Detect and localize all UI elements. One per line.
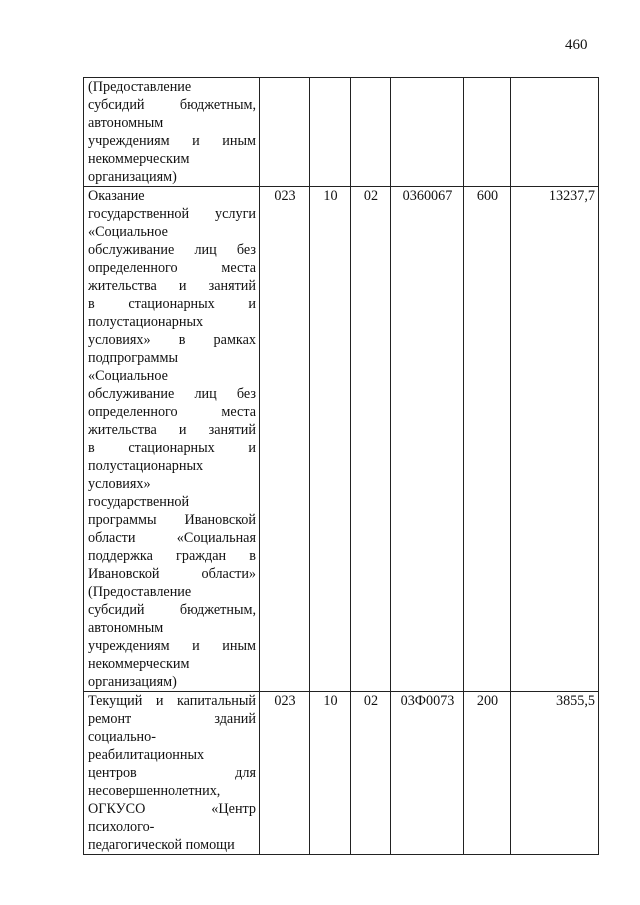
section-code-cell	[310, 78, 351, 187]
section-code-cell: 10	[310, 187, 351, 692]
expense-name-cell	[84, 692, 260, 855]
expense-name-line: в стационарных и	[88, 296, 256, 312]
expense-type-cell: 200	[464, 692, 511, 855]
subsection-code-cell: 02	[351, 187, 391, 692]
expense-name-line: условиях» в рамках	[88, 332, 256, 348]
expense-name-line: учреждениям и иным	[88, 638, 256, 654]
expense-name-line: поддержка граждан в	[88, 548, 256, 564]
expense-name-line: условиях»	[88, 476, 151, 492]
expense-name-line: субсидий бюджетным,	[88, 97, 256, 113]
expense-name-line: автономным	[88, 620, 164, 636]
expense-name-line: государственной услуги	[88, 206, 256, 222]
ministry-code-cell: 023	[260, 692, 310, 855]
ministry-code-cell	[260, 78, 310, 187]
expense-name-line: определенного места	[88, 404, 256, 420]
expense-name-line: государственной	[88, 494, 190, 510]
expense-type-cell: 600	[464, 187, 511, 692]
amount-cell	[511, 78, 599, 187]
subsection-code-cell: 02	[351, 692, 391, 855]
page-number: 460	[565, 37, 588, 53]
expense-name-line: реабилитационных	[88, 747, 205, 763]
expense-name-line: (Предоставление	[88, 79, 192, 95]
expense-name-line: ОГКУСО «Центр	[88, 801, 256, 817]
expense-name-line: «Социальное	[88, 368, 168, 384]
expense-name-cell	[84, 187, 260, 692]
expense-name-line: жительства и занятий	[88, 422, 256, 438]
expense-name-line: организациям)	[88, 169, 177, 185]
expense-name-line: полустационарных	[88, 314, 204, 330]
table-row	[84, 78, 599, 187]
expense-name-line: Текущий и капитальный	[88, 693, 256, 709]
expense-name-line: определенного места	[88, 260, 256, 276]
expense-name-line: области «Социальная	[88, 530, 256, 546]
expense-name-line: некоммерческим	[88, 151, 190, 167]
expense-name-line: психолого-	[88, 819, 155, 835]
expense-name-line: программы Ивановской	[88, 512, 256, 528]
expense-name-line: обслуживание лиц без	[88, 386, 256, 402]
expense-name-line: подпрограммы	[88, 350, 178, 366]
expense-name-line: социально-	[88, 729, 156, 745]
subsection-code-cell	[351, 78, 391, 187]
expense-name-line: автономным	[88, 115, 164, 131]
expense-name-line: несовершеннолетних,	[88, 783, 221, 799]
expense-name-line: учреждениям и иным	[88, 133, 256, 149]
expense-name-line: обслуживание лиц без	[88, 242, 256, 258]
expense-name-line: субсидий бюджетным,	[88, 602, 256, 618]
target-article-cell: 0360067	[391, 187, 464, 692]
amount-cell: 13237,7	[511, 187, 599, 692]
expense-name-line: некоммерческим	[88, 656, 190, 672]
table-row	[84, 187, 599, 692]
target-article-cell	[391, 78, 464, 187]
expense-name-line: в стационарных и	[88, 440, 256, 456]
expense-name-line: «Социальное	[88, 224, 168, 240]
table-row	[84, 692, 599, 855]
expense-type-cell	[464, 78, 511, 187]
expense-name-line: Ивановской области»	[88, 566, 256, 582]
expense-name-line: центров для	[88, 765, 256, 781]
expense-name-line: Оказание	[88, 188, 145, 204]
target-article-cell: 03Ф0073	[391, 692, 464, 855]
expense-name-line: жительства и занятий	[88, 278, 256, 294]
budget-table-body	[84, 78, 599, 855]
expense-name-line: полустационарных	[88, 458, 204, 474]
budget-table	[83, 77, 599, 855]
expense-name-line: организациям)	[88, 674, 177, 690]
expense-name-cell	[84, 78, 260, 187]
expense-name-line: (Предоставление	[88, 584, 192, 600]
section-code-cell: 10	[310, 692, 351, 855]
ministry-code-cell: 023	[260, 187, 310, 692]
amount-cell: 3855,5	[511, 692, 599, 855]
expense-name-line: ремонт зданий	[88, 711, 256, 727]
expense-name-line: педагогической помощи	[88, 837, 235, 853]
